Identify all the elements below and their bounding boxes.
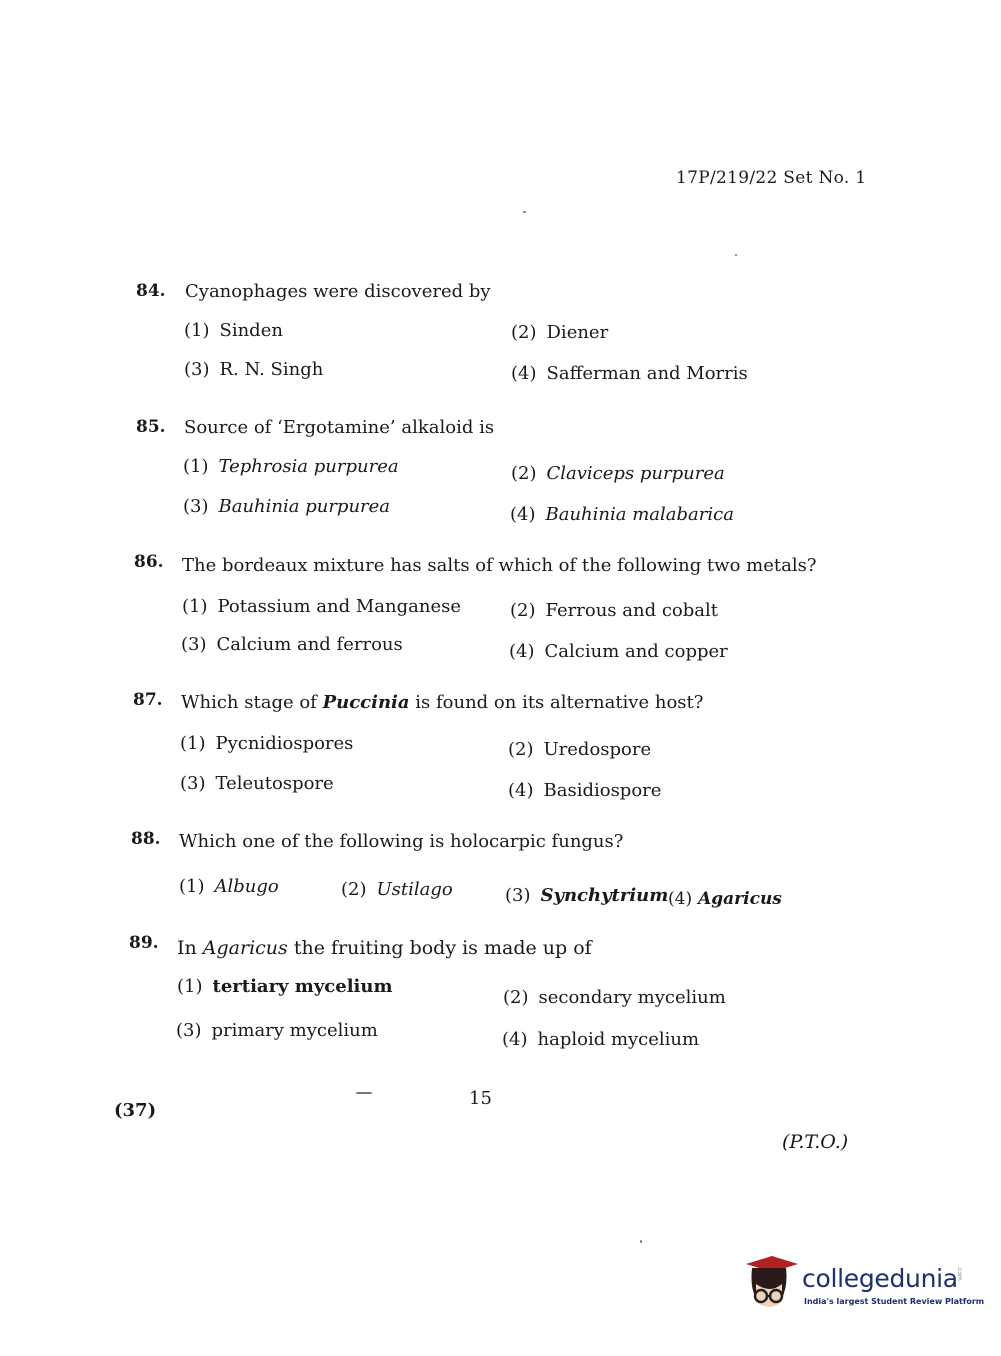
option-text: Albugo xyxy=(214,876,279,897)
option-number: (3) xyxy=(176,1020,202,1041)
option-number: (4) xyxy=(508,780,534,801)
option-4 xyxy=(508,780,661,801)
option-2 xyxy=(503,987,726,1008)
question-number: 84. xyxy=(136,281,166,301)
question-text: Cyanophages were discovered by xyxy=(185,281,491,302)
option-text: Pycnidiospores xyxy=(215,733,354,754)
option-number: (2) xyxy=(508,739,534,760)
option-number: (4) xyxy=(509,641,535,662)
scan-speck xyxy=(523,211,526,213)
option-3 xyxy=(183,496,390,517)
option-1 xyxy=(182,596,461,617)
pto-label: (P.T.O.) xyxy=(782,1131,849,1153)
option-text: Calcium and copper xyxy=(544,641,728,662)
option-number: (3) xyxy=(505,885,531,906)
option-number: (3) xyxy=(181,634,207,655)
option-number: (1) xyxy=(184,320,210,341)
option-number: (4) xyxy=(510,504,536,525)
option-2 xyxy=(508,739,651,760)
option-4 xyxy=(511,363,748,384)
option-number: (4) xyxy=(511,363,537,384)
option-2 xyxy=(511,322,608,343)
brand-tagline: India's largest Student Review Platform xyxy=(804,1297,985,1306)
question-text: Which one of the following is holocarpic fungus? xyxy=(179,831,624,852)
brand-name: collegedunia xyxy=(802,1264,958,1293)
option-text: Calcium and ferrous xyxy=(216,634,403,655)
option-text: Diener xyxy=(546,322,609,343)
option-text: Safferman and Morris xyxy=(546,363,748,384)
collegedunia-watermark xyxy=(742,1250,985,1320)
option-3 xyxy=(505,885,668,906)
option-text: Teleutospore xyxy=(215,773,334,794)
option-3 xyxy=(184,359,323,380)
option-1 xyxy=(179,876,279,897)
option-text: Tephrosia purpurea xyxy=(218,456,399,477)
scan-speck xyxy=(356,1092,372,1094)
option-number: (2) xyxy=(503,987,529,1008)
question-number: 87. xyxy=(133,690,163,710)
option-number: (1) xyxy=(180,733,206,754)
option-2 xyxy=(341,879,453,900)
scan-speck xyxy=(735,254,737,256)
option-text: Potassium and Manganese xyxy=(217,596,462,617)
question-number: 85. xyxy=(136,417,166,437)
option-number: (4) xyxy=(668,889,693,909)
option-text: Ferrous and cobalt xyxy=(545,600,718,621)
question-number: 86. xyxy=(134,552,164,572)
option-4 xyxy=(510,504,734,525)
option-2 xyxy=(511,463,725,484)
option-1 xyxy=(184,320,283,341)
option-number: (2) xyxy=(511,463,537,484)
option-4 xyxy=(668,889,782,909)
option-text: Ustilago xyxy=(376,879,453,900)
option-3 xyxy=(176,1020,378,1041)
scan-speck xyxy=(640,1240,642,1243)
option-text: haploid mycelium xyxy=(537,1029,700,1050)
option-text: primary mycelium xyxy=(211,1020,378,1041)
option-text: Basidiospore xyxy=(543,780,662,801)
option-1 xyxy=(180,733,353,754)
brand-domain: .com xyxy=(956,1266,963,1281)
genus-name: Puccinia xyxy=(322,692,410,713)
option-text: Bauhinia malabarica xyxy=(545,504,734,525)
mascot-icon xyxy=(742,1254,798,1316)
question-number: 88. xyxy=(131,829,161,849)
genus-name: Agaricus xyxy=(202,937,288,959)
option-text: Bauhinia purpurea xyxy=(218,496,391,517)
question-text: Which stage of Puccinia is found on its alternative host? xyxy=(181,692,704,713)
paper-code: 17P/219/22 Set No. 1 xyxy=(676,168,867,188)
option-1 xyxy=(177,976,393,997)
option-number: (1) xyxy=(179,876,205,897)
option-text: R. N. Singh xyxy=(219,359,324,380)
option-number: (3) xyxy=(184,359,210,380)
option-text: Synchytrium xyxy=(540,885,669,906)
question-number: 89. xyxy=(129,933,159,953)
page-number: 15 xyxy=(469,1088,492,1109)
option-number: (2) xyxy=(341,879,367,900)
option-1 xyxy=(183,456,399,477)
option-3 xyxy=(181,634,403,655)
option-text: Sinden xyxy=(219,320,283,341)
option-text: tertiary mycelium xyxy=(212,976,393,997)
option-number: (2) xyxy=(510,600,536,621)
option-3 xyxy=(180,773,334,794)
option-number: (1) xyxy=(177,976,203,997)
option-number: (3) xyxy=(183,496,209,517)
option-text: Claviceps purpurea xyxy=(546,463,725,484)
option-4 xyxy=(509,641,728,662)
question-text: The bordeaux mixture has salts of which of the following two metals? xyxy=(182,555,817,576)
option-number: (2) xyxy=(511,322,537,343)
option-number: (1) xyxy=(182,596,208,617)
option-text: Uredospore xyxy=(543,739,652,760)
option-text: Agaricus xyxy=(698,889,782,909)
option-number: (4) xyxy=(502,1029,528,1050)
option-number: (3) xyxy=(180,773,206,794)
question-text: In Agaricus the fruiting body is made up of xyxy=(177,937,592,959)
option-number: (1) xyxy=(183,456,209,477)
question-text: Source of ‘Ergotamine’ alkaloid is xyxy=(184,417,495,438)
option-2 xyxy=(510,600,718,621)
option-4 xyxy=(502,1029,699,1050)
page-code: (37) xyxy=(114,1100,157,1121)
option-text: secondary mycelium xyxy=(538,987,726,1008)
